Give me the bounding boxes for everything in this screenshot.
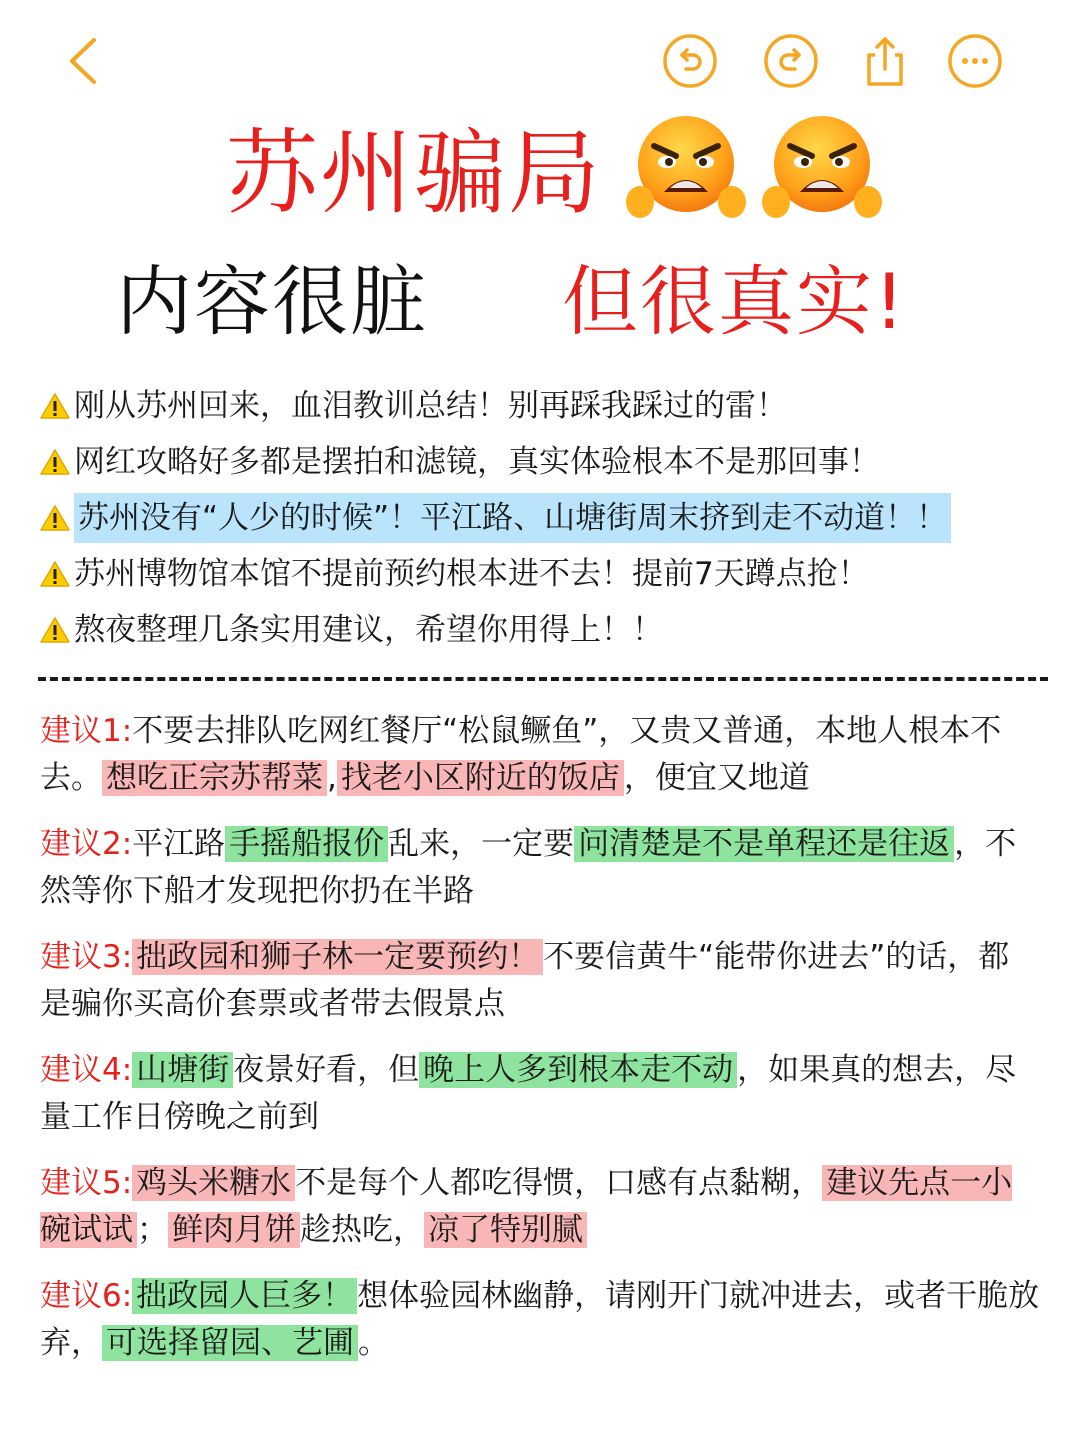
warning-item xyxy=(40,434,1050,490)
tip-item xyxy=(40,821,1040,915)
warning-list xyxy=(40,378,1050,658)
undo-icon xyxy=(662,33,718,89)
tip-label: 建议4: xyxy=(40,1052,133,1088)
warning-item xyxy=(40,546,1050,602)
tip-item xyxy=(40,708,1040,802)
more-icon xyxy=(947,33,1003,89)
redo-button[interactable] xyxy=(763,33,819,89)
tip-text: 想体验园林幽静，请刚开门就冲进去，或者干脆放弃， xyxy=(40,1278,1040,1361)
tip-label: 建议3: xyxy=(40,939,133,975)
tip-text: ，如果真的想去，尽量工作日傍晚之前到 xyxy=(40,1052,1017,1135)
redo-icon xyxy=(763,33,819,89)
more-button[interactable] xyxy=(947,33,1003,89)
tip-text: 不是每个人都吃得惯，口感有点黏糊， xyxy=(295,1165,823,1201)
tip-label: 建议1: xyxy=(40,713,133,749)
warning-icon xyxy=(40,392,70,420)
angry-face-icon xyxy=(762,112,882,230)
tip-item xyxy=(40,1047,1040,1141)
warning-icon xyxy=(40,448,70,476)
tip-text: 不要信黄牛“能带你进去”的话，都是骗你买高价套票或者带去假景点 xyxy=(40,939,1010,1022)
subtitle-right: 但很真实! xyxy=(562,257,907,346)
warning-icon xyxy=(40,616,70,644)
tip-item xyxy=(40,1273,1040,1367)
warning-item xyxy=(40,490,1050,546)
tip-text: ，不然等你下船才发现把你扔在半路 xyxy=(40,826,1017,909)
tip-label: 建议2: xyxy=(40,826,133,862)
tip-highlight: 拙政园和狮子林一定要预约！ xyxy=(132,939,543,975)
warning-item xyxy=(40,602,1050,658)
warning-text: 网红攻略好多都是摆拍和滤镜，真实体验根本不是那回事！ xyxy=(74,444,880,480)
tip-text: 不要去排队吃网红餐厅“松鼠鳜鱼”，又贵又普通，本地人根本不去。 xyxy=(40,713,1002,796)
tip-highlight: 鸡头米糖水 xyxy=(132,1165,295,1201)
tip-highlight: 拙政园人巨多！ xyxy=(132,1278,357,1314)
undo-button[interactable] xyxy=(662,33,718,89)
warning-icon xyxy=(40,504,70,532)
tip-text: ，便宜又地道 xyxy=(623,760,810,796)
tip-highlight: 鲜肉月饼 xyxy=(168,1212,300,1248)
tip-highlight: 问清楚是不是单程还是往返 xyxy=(574,826,954,862)
back-button[interactable] xyxy=(58,34,108,88)
tip-highlight: 建议先点一小碗试试 xyxy=(40,1165,1013,1248)
tip-highlight: 晚上人多到根本走不动 xyxy=(419,1052,737,1088)
tip-highlight: 手摇船报价 xyxy=(225,826,388,862)
subtitle-row xyxy=(0,248,1080,358)
warning-text-highlighted: 苏州没有“人少的时候”！平江路、山塘街周末挤到走不动道！！ xyxy=(74,493,951,543)
title-row xyxy=(0,112,1080,232)
page-title: 苏州骗局 xyxy=(226,120,603,227)
tip-highlight: 山塘街 xyxy=(132,1052,233,1088)
tip-highlight: 凉了特别腻 xyxy=(424,1212,587,1248)
tip-text: 乱来，一定要 xyxy=(388,826,575,862)
warning-text: 熬夜整理几条实用建议，希望你用得上！！ xyxy=(74,612,663,648)
tips-list xyxy=(40,708,1040,1386)
top-toolbar xyxy=(0,0,1080,120)
tip-text: 夜景好看，但 xyxy=(233,1052,420,1088)
tip-text: 。 xyxy=(358,1325,389,1361)
share-button[interactable] xyxy=(857,33,913,89)
warning-text: 苏州博物馆本馆不提前预约根本进不去！提前7天蹲点抢！ xyxy=(74,556,869,592)
tip-label: 建议6: xyxy=(40,1278,133,1314)
tip-item xyxy=(40,1160,1040,1254)
tip-text: , xyxy=(327,760,337,796)
share-icon xyxy=(857,33,913,89)
tip-highlight: 可选择留园、艺圃 xyxy=(102,1325,358,1361)
tip-highlight: 想吃正宗苏帮菜 xyxy=(102,760,327,796)
tip-text: 平江路 xyxy=(132,826,226,862)
subtitle-left: 内容很脏 xyxy=(116,257,428,346)
tip-text: 趁热吃， xyxy=(300,1212,424,1248)
warning-icon xyxy=(40,560,70,588)
dashed-divider xyxy=(38,677,1048,681)
tip-text: ； xyxy=(137,1212,168,1248)
warning-text: 刚从苏州回来，血泪教训总结！别再踩我踩过的雷！ xyxy=(74,388,787,424)
angry-face-icon xyxy=(626,112,746,230)
tip-item xyxy=(40,934,1040,1028)
tip-label: 建议5: xyxy=(40,1165,133,1201)
tip-highlight: 找老小区附近的饭店 xyxy=(337,760,624,796)
warning-item xyxy=(40,378,1050,434)
chevron-left-icon xyxy=(58,34,108,88)
